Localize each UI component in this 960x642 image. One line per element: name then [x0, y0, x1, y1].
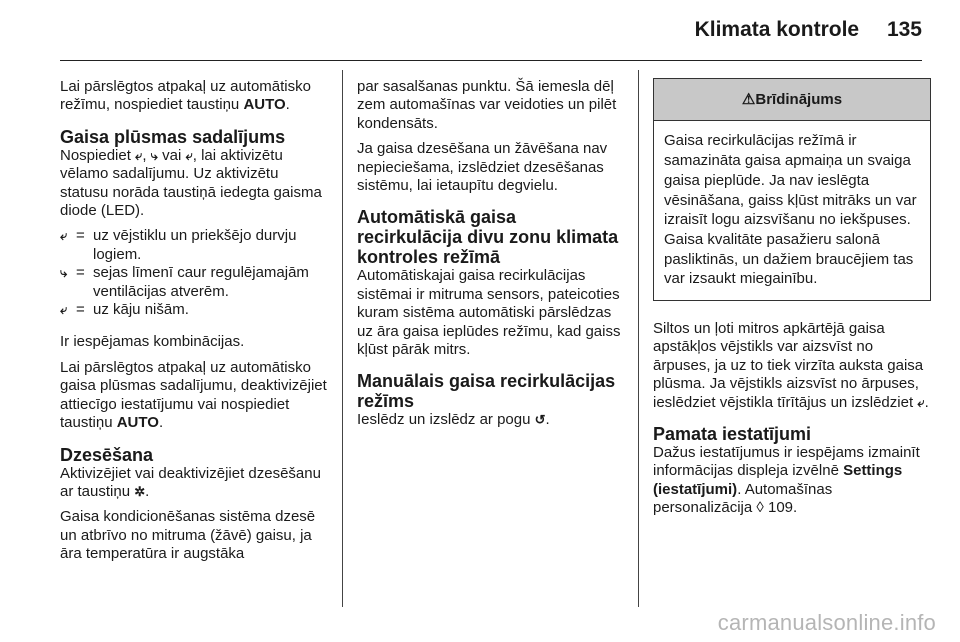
heading-basic-settings: Pamata iestatījumi [653, 424, 812, 445]
basic-text-mid: . Automašīnas personalizācija [653, 480, 833, 517]
column-3 [653, 78, 933, 525]
switch-back-paragraph [60, 359, 328, 433]
switch-back-end: . [158, 414, 164, 432]
save-fuel-paragraph: Ja gaisa dzesēšana un žāvēšana nav nepieciešama, izslēdziet dzesēšanas sistēmu, lai ietaupītu degvielu. [357, 140, 608, 195]
page-number: 135 [886, 18, 922, 41]
cooling-text: Aktivizējiet vai deaktivizējiet dzesēšanu ar taustiņu [60, 464, 321, 500]
intro-paragraph [60, 78, 328, 115]
heading-manual-recirculation: Manuālais gaisa recirkulācijas režīms [357, 371, 616, 412]
fogging-text: Siltos un ļoti mitros apkārtējā gaisa apstākļos vējstikls var aizsvīst no ārpuses, ja uz to tiek virzīta auksta gaisa plūsma. Ja vējstikls aizsvīst no ārpuses, ieslēdziet vējstikla tīrītājus un izslēdziet [653, 320, 924, 411]
dist-sep: vai [157, 146, 186, 164]
windscreen-air-icon: ⤶ [60, 228, 68, 244]
page-reference-number: 109. [763, 499, 798, 517]
intro-text: Lai pārslēgtos atpakaļ uz automātisko režīmu, nospiediet taustiņu [60, 78, 311, 114]
auto-key-label: AUTO [116, 414, 159, 432]
warning-header [654, 79, 930, 121]
face-vent-icon: ⤷ [150, 147, 158, 163]
definition-text: sejas līmenī caur regulējamajām ventilācijas atverēm. [93, 264, 309, 300]
equals-sign: = [76, 227, 85, 245]
heading-cooling: Dzesēšana [60, 444, 154, 465]
auto-key-label: AUTO [243, 96, 286, 114]
heading-auto-recirculation: Automātiskā gaisa recirkulācija divu zonu klimata kontroles režīmā [357, 207, 619, 268]
ac-paragraph: Gaisa kondicionēšanas sistēma dzesē un atbrīvo no mitruma (žāvē) gaisu, ja āra temperatūra ir augstāka [60, 508, 316, 563]
auto-recirculation-paragraph: Automātiskajai gaisa recirkulācijas sistēmai ir mitruma sensors, pateicoties kuram sistēma automātiski pārslēdzas uz āra gaisa ieplūdes režīmu, kad gaiss kļūst pārāk mitrs. [357, 267, 621, 359]
header-rule [60, 60, 922, 61]
warning-text: Gaisa recirkulācijas režīmā ir samazināta gaisa apmaiņa un svaiga gaisa pieplūde. Ja nav ieslēgta vēsināšana, gaiss kļūst mitrāks un var izraisīt logu aizsvīšanu no iekšpuses. Gaisa kvalitāte pasažieru salonā pasliktinās, un dažiem braucējiem tas var izsaukt miegainību. [664, 132, 917, 288]
footwell-icon: ⤶ [185, 147, 193, 163]
combinations-text: Ir iespējamas kombinācijas. [60, 333, 245, 351]
distribution-definitions [60, 227, 328, 319]
column-1 [60, 78, 328, 571]
fogging-end: . [924, 393, 929, 411]
condensation-paragraph: par sasalšanas punktu. Šā iemesla dēļ zem automašīnas var veidoties un pilēt kondensāts. [357, 78, 617, 132]
switch-back-text: Lai pārslēgtos atpakaļ uz automātisko gaisa plūsmas sadalījumu, deaktivizējiet attiecīgo iestatījumu vai nospiediet taustiņu [60, 358, 327, 432]
basic-text: Dažus iestatījumus ir iespējams izmainīt informācijas displeja izvēlnē [653, 444, 920, 480]
definition-row [60, 227, 328, 264]
cooling-paragraph [60, 465, 328, 502]
footwell-icon: ⤶ [60, 302, 68, 318]
dist-text-end: , lai aktivizētu vēlamo sadalījumu. Uz aktivizētu statusu norāda taustiņā iedegta gaisma diode (LED). [60, 146, 322, 220]
windscreen-air-icon: ⤶ [135, 147, 143, 163]
fogging-paragraph [653, 320, 933, 412]
distribution-paragraph [60, 147, 328, 221]
definition-text: uz vējstiklu un priekšējo durvju logiem. [93, 227, 297, 263]
watermark: carmanualsonline.info [717, 610, 936, 635]
settings-menu-label: Settings (iestatījumi) [653, 462, 903, 498]
windscreen-air-icon: ⤶ [917, 394, 925, 410]
warning-triangle-icon: ⚠ [741, 91, 756, 108]
page-reference-icon: ◊ [756, 499, 764, 517]
heading-air-distribution: Gaisa plūsmas sadalījums [60, 126, 286, 147]
basic-settings-paragraph [653, 444, 933, 518]
column-divider-2 [638, 70, 639, 607]
definition-row [60, 264, 328, 301]
definition-row [60, 301, 328, 319]
intro-end: . [285, 96, 290, 114]
warning-box [653, 78, 931, 301]
snowflake-icon: ✲ [134, 483, 146, 499]
column-2 [357, 78, 625, 437]
manual-recirculation-paragraph [357, 411, 625, 429]
page-header [673, 18, 922, 42]
cooling-end: . [145, 482, 150, 500]
warning-title: Brīdinājums [755, 91, 843, 108]
column-divider-1 [342, 70, 343, 607]
face-vent-icon: ⤷ [60, 265, 68, 281]
equals-sign: = [76, 301, 85, 319]
manual-end: . [545, 411, 550, 429]
dist-text: Nospiediet [60, 146, 136, 164]
recirculation-icon: ↺ [534, 412, 546, 428]
equals-sign: = [76, 264, 85, 282]
definition-text: uz kāju nišām. [93, 301, 189, 319]
dist-sep: , [142, 146, 151, 164]
manual-text: Ieslēdz un izslēdz ar pogu [357, 411, 535, 429]
page-title: Klimata kontrole [694, 18, 860, 41]
